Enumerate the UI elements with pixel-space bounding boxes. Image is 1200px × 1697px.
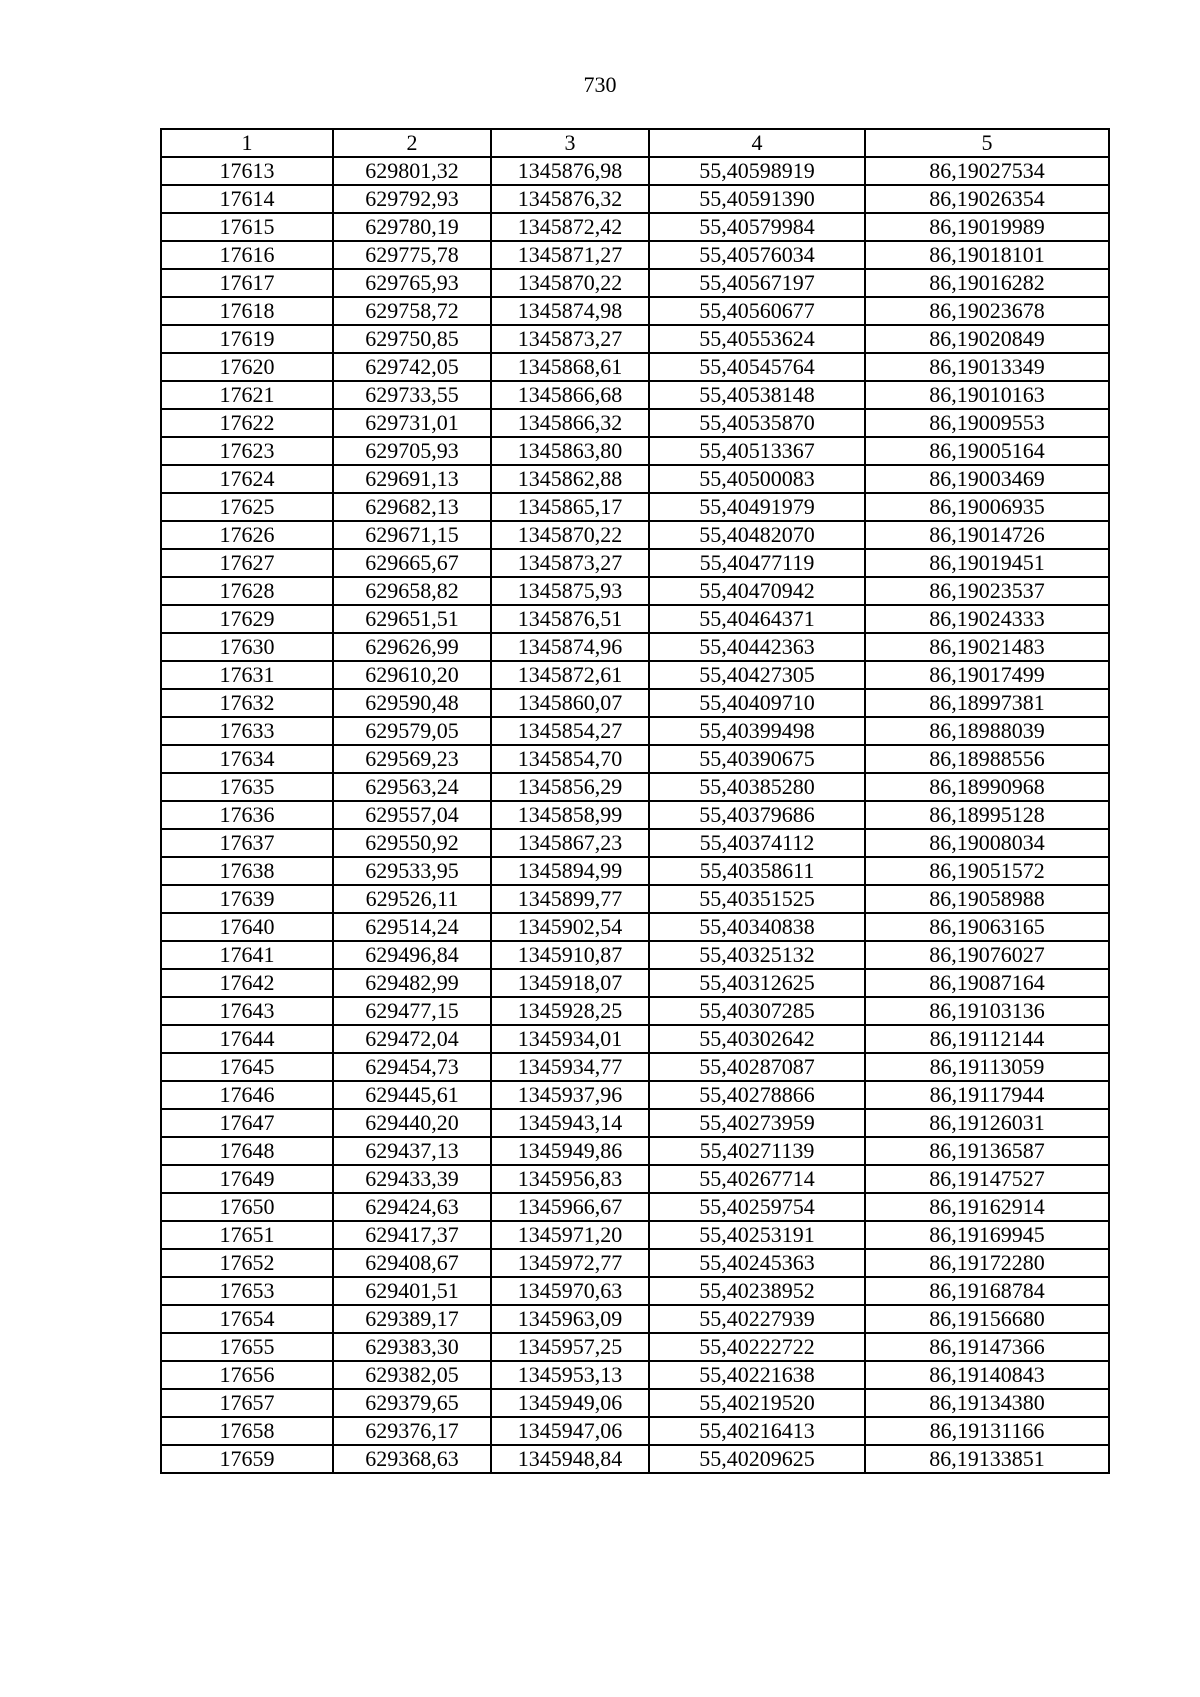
table-cell: 1345928,25 xyxy=(491,997,649,1025)
table-cell: 629417,37 xyxy=(333,1221,491,1249)
table-cell: 86,18990968 xyxy=(865,773,1109,801)
table-cell: 86,19013349 xyxy=(865,353,1109,381)
table-row xyxy=(161,1053,1109,1081)
table-cell: 629792,93 xyxy=(333,185,491,213)
table-cell: 1345894,99 xyxy=(491,857,649,885)
table-cell: 629368,63 xyxy=(333,1445,491,1473)
table-cell: 1345949,06 xyxy=(491,1389,649,1417)
table-cell: 629379,65 xyxy=(333,1389,491,1417)
table-row xyxy=(161,493,1109,521)
table-cell: 55,40500083 xyxy=(649,465,865,493)
table-cell: 55,40390675 xyxy=(649,745,865,773)
table-cell: 1345934,77 xyxy=(491,1053,649,1081)
table-cell: 55,40379686 xyxy=(649,801,865,829)
table-cell: 17632 xyxy=(161,689,333,717)
table-cell: 17645 xyxy=(161,1053,333,1081)
table-cell: 17616 xyxy=(161,241,333,269)
table-row xyxy=(161,1025,1109,1053)
table-cell: 629496,84 xyxy=(333,941,491,969)
table-cell: 86,19168784 xyxy=(865,1277,1109,1305)
table-cell: 629569,23 xyxy=(333,745,491,773)
table-cell: 17628 xyxy=(161,577,333,605)
table-cell: 17649 xyxy=(161,1165,333,1193)
table-cell: 55,40259754 xyxy=(649,1193,865,1221)
table-cell: 1345957,25 xyxy=(491,1333,649,1361)
table-cell: 629401,51 xyxy=(333,1277,491,1305)
table-cell: 55,40358611 xyxy=(649,857,865,885)
table-cell: 55,40287087 xyxy=(649,1053,865,1081)
table-cell: 1345858,99 xyxy=(491,801,649,829)
table-cell: 17643 xyxy=(161,997,333,1025)
table-row xyxy=(161,325,1109,353)
table-row xyxy=(161,1361,1109,1389)
table-cell: 1345854,27 xyxy=(491,717,649,745)
table-cell: 1345956,83 xyxy=(491,1165,649,1193)
table-cell: 1345910,87 xyxy=(491,941,649,969)
table-cell: 17648 xyxy=(161,1137,333,1165)
table-cell: 629801,32 xyxy=(333,157,491,185)
table-cell: 17652 xyxy=(161,1249,333,1277)
table-cell: 1345963,09 xyxy=(491,1305,649,1333)
table-cell: 86,19017499 xyxy=(865,661,1109,689)
table-cell: 629610,20 xyxy=(333,661,491,689)
table-cell: 86,19005164 xyxy=(865,437,1109,465)
table-cell: 17637 xyxy=(161,829,333,857)
table-row xyxy=(161,857,1109,885)
table-cell: 629775,78 xyxy=(333,241,491,269)
table-cell: 629731,01 xyxy=(333,409,491,437)
table-row xyxy=(161,353,1109,381)
table-cell: 55,40253191 xyxy=(649,1221,865,1249)
table-cell: 1345854,70 xyxy=(491,745,649,773)
table-cell: 629563,24 xyxy=(333,773,491,801)
table-cell: 86,19058988 xyxy=(865,885,1109,913)
table-cell: 86,19023537 xyxy=(865,577,1109,605)
table-cell: 86,18988039 xyxy=(865,717,1109,745)
table-cell: 17650 xyxy=(161,1193,333,1221)
table-cell: 55,40470942 xyxy=(649,577,865,605)
table-cell: 1345867,23 xyxy=(491,829,649,857)
table-cell: 1345870,22 xyxy=(491,269,649,297)
table-cell: 1345972,77 xyxy=(491,1249,649,1277)
table-cell: 86,19026354 xyxy=(865,185,1109,213)
table-row xyxy=(161,1221,1109,1249)
table-cell: 629408,67 xyxy=(333,1249,491,1277)
table-cell: 17641 xyxy=(161,941,333,969)
table-cell: 17633 xyxy=(161,717,333,745)
table-row xyxy=(161,241,1109,269)
table-cell: 1345865,17 xyxy=(491,493,649,521)
table-cell: 86,19133851 xyxy=(865,1445,1109,1473)
table-cell: 55,40579984 xyxy=(649,213,865,241)
table-cell: 629671,15 xyxy=(333,521,491,549)
table-cell: 17639 xyxy=(161,885,333,913)
table-row xyxy=(161,913,1109,941)
table-cell: 1345918,07 xyxy=(491,969,649,997)
table-cell: 17655 xyxy=(161,1333,333,1361)
table-cell: 86,19020849 xyxy=(865,325,1109,353)
table-cell: 86,19103136 xyxy=(865,997,1109,1025)
table-cell: 55,40209625 xyxy=(649,1445,865,1473)
table-row xyxy=(161,1445,1109,1473)
table-row xyxy=(161,157,1109,185)
table-cell: 1345902,54 xyxy=(491,913,649,941)
table-cell: 55,40598919 xyxy=(649,157,865,185)
column-header: 5 xyxy=(865,129,1109,157)
table-row xyxy=(161,745,1109,773)
table-cell: 86,19008034 xyxy=(865,829,1109,857)
table-row xyxy=(161,213,1109,241)
table-cell: 17630 xyxy=(161,633,333,661)
table-cell: 17625 xyxy=(161,493,333,521)
table-cell: 17647 xyxy=(161,1109,333,1137)
table-row xyxy=(161,1137,1109,1165)
table-cell: 629705,93 xyxy=(333,437,491,465)
table-cell: 17626 xyxy=(161,521,333,549)
table-cell: 1345876,98 xyxy=(491,157,649,185)
table-cell: 629742,05 xyxy=(333,353,491,381)
table-cell: 86,19131166 xyxy=(865,1417,1109,1445)
table-cell: 55,40278866 xyxy=(649,1081,865,1109)
table-cell: 86,18995128 xyxy=(865,801,1109,829)
table-cell: 629658,82 xyxy=(333,577,491,605)
table-row xyxy=(161,1165,1109,1193)
table-cell: 1345874,98 xyxy=(491,297,649,325)
table-cell: 55,40560677 xyxy=(649,297,865,325)
table-row xyxy=(161,773,1109,801)
table-cell: 17631 xyxy=(161,661,333,689)
table-cell: 17636 xyxy=(161,801,333,829)
table-cell: 55,40221638 xyxy=(649,1361,865,1389)
table-cell: 1345872,61 xyxy=(491,661,649,689)
table-cell: 1345966,67 xyxy=(491,1193,649,1221)
table-cell: 86,19009553 xyxy=(865,409,1109,437)
table-cell: 1345876,32 xyxy=(491,185,649,213)
table-cell: 17623 xyxy=(161,437,333,465)
table-row xyxy=(161,885,1109,913)
table-row xyxy=(161,1305,1109,1333)
table-cell: 17614 xyxy=(161,185,333,213)
table-cell: 86,19156680 xyxy=(865,1305,1109,1333)
table-cell: 17653 xyxy=(161,1277,333,1305)
table-cell: 86,19027534 xyxy=(865,157,1109,185)
table-cell: 629780,19 xyxy=(333,213,491,241)
table-cell: 1345899,77 xyxy=(491,885,649,913)
table-row xyxy=(161,801,1109,829)
table-cell: 17644 xyxy=(161,1025,333,1053)
table-cell: 17656 xyxy=(161,1361,333,1389)
table-cell: 86,19134380 xyxy=(865,1389,1109,1417)
table-row xyxy=(161,969,1109,997)
table-row xyxy=(161,297,1109,325)
table-cell: 629526,11 xyxy=(333,885,491,913)
table-cell: 55,40385280 xyxy=(649,773,865,801)
table-cell: 17638 xyxy=(161,857,333,885)
table-cell: 55,40567197 xyxy=(649,269,865,297)
table-cell: 55,40399498 xyxy=(649,717,865,745)
table-cell: 629665,67 xyxy=(333,549,491,577)
table-cell: 17646 xyxy=(161,1081,333,1109)
page-number: 730 xyxy=(583,72,617,97)
table-cell: 55,40545764 xyxy=(649,353,865,381)
table-cell: 1345862,88 xyxy=(491,465,649,493)
table-cell: 86,19006935 xyxy=(865,493,1109,521)
table-cell: 55,40273959 xyxy=(649,1109,865,1137)
table-cell: 1345970,63 xyxy=(491,1277,649,1305)
table-cell: 1345866,68 xyxy=(491,381,649,409)
table-cell: 55,40271139 xyxy=(649,1137,865,1165)
table-cell: 55,40245363 xyxy=(649,1249,865,1277)
table-cell: 629383,30 xyxy=(333,1333,491,1361)
table-row xyxy=(161,521,1109,549)
table-cell: 17618 xyxy=(161,297,333,325)
table-row xyxy=(161,941,1109,969)
table-cell: 629437,13 xyxy=(333,1137,491,1165)
table-row xyxy=(161,1389,1109,1417)
table-cell: 86,19021483 xyxy=(865,633,1109,661)
table-cell: 629733,55 xyxy=(333,381,491,409)
table-cell: 629440,20 xyxy=(333,1109,491,1137)
table-cell: 17658 xyxy=(161,1417,333,1445)
table-cell: 55,40222722 xyxy=(649,1333,865,1361)
table-cell: 17622 xyxy=(161,409,333,437)
table-cell: 1345871,27 xyxy=(491,241,649,269)
table-cell: 1345868,61 xyxy=(491,353,649,381)
table-cell: 55,40491979 xyxy=(649,493,865,521)
table-cell: 86,19019451 xyxy=(865,549,1109,577)
table-row xyxy=(161,577,1109,605)
table-cell: 86,19063165 xyxy=(865,913,1109,941)
table-cell: 629389,17 xyxy=(333,1305,491,1333)
table-row xyxy=(161,633,1109,661)
table-cell: 629477,15 xyxy=(333,997,491,1025)
header-row xyxy=(161,129,1109,157)
table-cell: 86,19117944 xyxy=(865,1081,1109,1109)
table-cell: 629514,24 xyxy=(333,913,491,941)
table-cell: 629758,72 xyxy=(333,297,491,325)
table-cell: 17657 xyxy=(161,1389,333,1417)
table-cell: 55,40513367 xyxy=(649,437,865,465)
table-cell: 86,19023678 xyxy=(865,297,1109,325)
table-cell: 86,19018101 xyxy=(865,241,1109,269)
table-cell: 629691,13 xyxy=(333,465,491,493)
table-cell: 1345876,51 xyxy=(491,605,649,633)
table-cell: 86,19147366 xyxy=(865,1333,1109,1361)
table-row xyxy=(161,829,1109,857)
table-cell: 86,19147527 xyxy=(865,1165,1109,1193)
table-cell: 55,40216413 xyxy=(649,1417,865,1445)
table-cell: 17627 xyxy=(161,549,333,577)
table-cell: 55,40340838 xyxy=(649,913,865,941)
table-cell: 629626,99 xyxy=(333,633,491,661)
table-cell: 1345872,42 xyxy=(491,213,649,241)
table-cell: 629651,51 xyxy=(333,605,491,633)
table-cell: 17659 xyxy=(161,1445,333,1473)
table-row xyxy=(161,1109,1109,1137)
table-row xyxy=(161,605,1109,633)
table-cell: 55,40553624 xyxy=(649,325,865,353)
table-cell: 629579,05 xyxy=(333,717,491,745)
table-cell: 55,40267714 xyxy=(649,1165,865,1193)
table-cell: 1345949,86 xyxy=(491,1137,649,1165)
table-cell: 1345873,27 xyxy=(491,325,649,353)
table-cell: 629382,05 xyxy=(333,1361,491,1389)
table-row xyxy=(161,717,1109,745)
column-header: 4 xyxy=(649,129,865,157)
table-row xyxy=(161,381,1109,409)
table-row xyxy=(161,1249,1109,1277)
table-cell: 1345866,32 xyxy=(491,409,649,437)
table-row xyxy=(161,1277,1109,1305)
table-cell: 86,19016282 xyxy=(865,269,1109,297)
table-cell: 17619 xyxy=(161,325,333,353)
table-cell: 629750,85 xyxy=(333,325,491,353)
table-cell: 86,19010163 xyxy=(865,381,1109,409)
table-cell: 629765,93 xyxy=(333,269,491,297)
table-cell: 86,19014726 xyxy=(865,521,1109,549)
table-cell: 1345870,22 xyxy=(491,521,649,549)
table-cell: 17615 xyxy=(161,213,333,241)
table-cell: 86,19140843 xyxy=(865,1361,1109,1389)
table-cell: 86,19172280 xyxy=(865,1249,1109,1277)
table-cell: 86,19024333 xyxy=(865,605,1109,633)
table-cell: 1345875,93 xyxy=(491,577,649,605)
table-cell: 55,40351525 xyxy=(649,885,865,913)
table-cell: 55,40238952 xyxy=(649,1277,865,1305)
table-cell: 86,19136587 xyxy=(865,1137,1109,1165)
table-row xyxy=(161,437,1109,465)
table-cell: 55,40535870 xyxy=(649,409,865,437)
table-cell: 1345953,13 xyxy=(491,1361,649,1389)
table-cell: 17634 xyxy=(161,745,333,773)
table-cell: 629424,63 xyxy=(333,1193,491,1221)
table-cell: 17629 xyxy=(161,605,333,633)
table-cell: 55,40576034 xyxy=(649,241,865,269)
table-cell: 1345873,27 xyxy=(491,549,649,577)
table-cell: 55,40464371 xyxy=(649,605,865,633)
table-cell: 1345860,07 xyxy=(491,689,649,717)
coordinates-table xyxy=(160,128,1110,1474)
table-cell: 86,18988556 xyxy=(865,745,1109,773)
table-row xyxy=(161,689,1109,717)
table-row xyxy=(161,1193,1109,1221)
table-cell: 86,19113059 xyxy=(865,1053,1109,1081)
table-row xyxy=(161,1081,1109,1109)
table-cell: 55,40325132 xyxy=(649,941,865,969)
table-cell: 55,40409710 xyxy=(649,689,865,717)
table-row xyxy=(161,661,1109,689)
table-cell: 55,40591390 xyxy=(649,185,865,213)
column-header: 1 xyxy=(161,129,333,157)
table-cell: 629472,04 xyxy=(333,1025,491,1053)
table-cell: 86,19003469 xyxy=(865,465,1109,493)
table-cell: 17654 xyxy=(161,1305,333,1333)
table-cell: 86,19076027 xyxy=(865,941,1109,969)
table-cell: 629590,48 xyxy=(333,689,491,717)
table-cell: 17651 xyxy=(161,1221,333,1249)
table-cell: 1345874,96 xyxy=(491,633,649,661)
table-cell: 55,40307285 xyxy=(649,997,865,1025)
table-row xyxy=(161,549,1109,577)
table-body xyxy=(161,157,1109,1473)
table-row xyxy=(161,997,1109,1025)
table-cell: 629454,73 xyxy=(333,1053,491,1081)
table-cell: 55,40374112 xyxy=(649,829,865,857)
column-header: 3 xyxy=(491,129,649,157)
table-cell: 55,40302642 xyxy=(649,1025,865,1053)
table-cell: 55,40312625 xyxy=(649,969,865,997)
table-cell: 629376,17 xyxy=(333,1417,491,1445)
column-header: 2 xyxy=(333,129,491,157)
table-row xyxy=(161,269,1109,297)
table-cell: 629550,92 xyxy=(333,829,491,857)
table-cell: 86,19126031 xyxy=(865,1109,1109,1137)
table-cell: 629682,13 xyxy=(333,493,491,521)
table-cell: 17642 xyxy=(161,969,333,997)
table-cell: 1345947,06 xyxy=(491,1417,649,1445)
table-cell: 55,40427305 xyxy=(649,661,865,689)
table-cell: 17621 xyxy=(161,381,333,409)
table-cell: 629533,95 xyxy=(333,857,491,885)
table-cell: 629482,99 xyxy=(333,969,491,997)
table-cell: 86,19019989 xyxy=(865,213,1109,241)
table-cell: 55,40227939 xyxy=(649,1305,865,1333)
table-cell: 17617 xyxy=(161,269,333,297)
table-cell: 86,19112144 xyxy=(865,1025,1109,1053)
table-cell: 17635 xyxy=(161,773,333,801)
table-cell: 1345971,20 xyxy=(491,1221,649,1249)
table-cell: 1345948,84 xyxy=(491,1445,649,1473)
table-row xyxy=(161,465,1109,493)
table-cell: 55,40219520 xyxy=(649,1389,865,1417)
table-cell: 86,19162914 xyxy=(865,1193,1109,1221)
table-cell: 1345943,14 xyxy=(491,1109,649,1137)
table-cell: 55,40482070 xyxy=(649,521,865,549)
table-cell: 17620 xyxy=(161,353,333,381)
table-cell: 17624 xyxy=(161,465,333,493)
table-cell: 17640 xyxy=(161,913,333,941)
table-row xyxy=(161,1333,1109,1361)
table-cell: 55,40538148 xyxy=(649,381,865,409)
table-cell: 1345863,80 xyxy=(491,437,649,465)
table-cell: 1345856,29 xyxy=(491,773,649,801)
table-row xyxy=(161,185,1109,213)
table-cell: 55,40442363 xyxy=(649,633,865,661)
table-cell: 629557,04 xyxy=(333,801,491,829)
table-row xyxy=(161,1417,1109,1445)
table-row xyxy=(161,409,1109,437)
table-cell: 1345934,01 xyxy=(491,1025,649,1053)
table-cell: 17613 xyxy=(161,157,333,185)
table-cell: 86,19087164 xyxy=(865,969,1109,997)
table-cell: 86,19169945 xyxy=(865,1221,1109,1249)
table-cell: 629445,61 xyxy=(333,1081,491,1109)
table-cell: 86,19051572 xyxy=(865,857,1109,885)
table-cell: 55,40477119 xyxy=(649,549,865,577)
table-cell: 1345937,96 xyxy=(491,1081,649,1109)
table-cell: 86,18997381 xyxy=(865,689,1109,717)
table-cell: 629433,39 xyxy=(333,1165,491,1193)
